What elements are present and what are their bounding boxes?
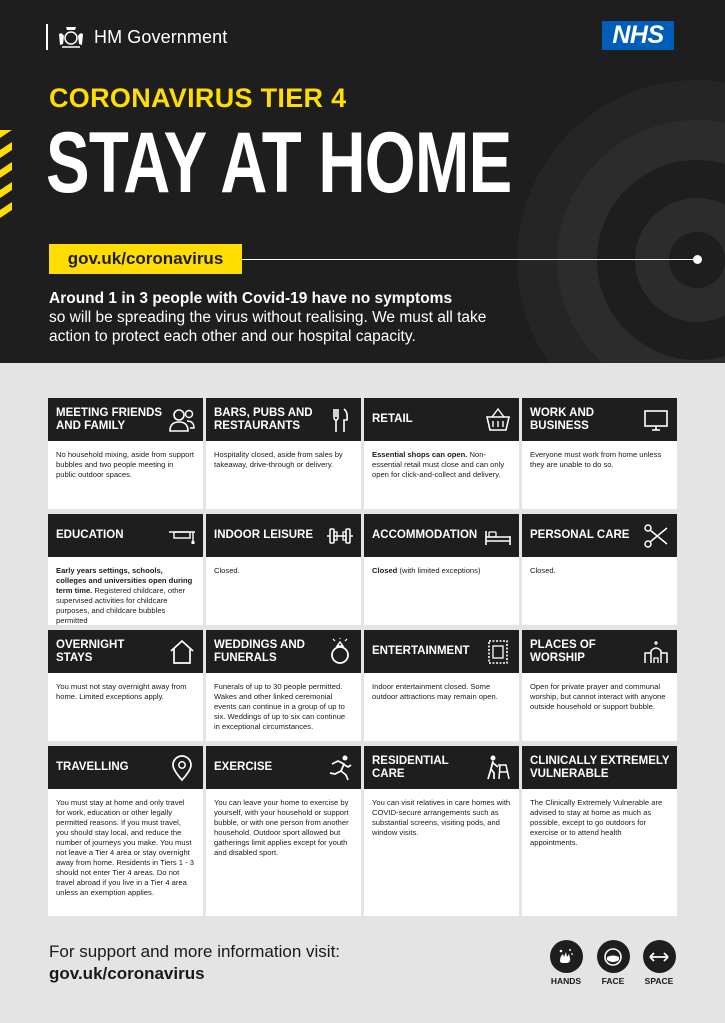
rule-card-body: [364, 441, 519, 486]
support-text: For support and more information visit:: [49, 942, 341, 961]
rule-card-title: ENTERTAINMENT: [372, 645, 470, 657]
rule-card-text: You can leave your home to exercise by yourself, with your household or support bubble, or with one person from another household. Outdoor sport allowed but gatherings limit applies except for youth and disabled sport.: [214, 798, 349, 857]
rule-card-text: Everyone must work from home unless they are unable to do so.: [530, 450, 662, 469]
rule-card-body: [48, 673, 203, 708]
rule-card: [206, 630, 361, 741]
rule-card-body: [206, 789, 361, 864]
people-icon: [168, 406, 196, 434]
rule-card-body: [364, 673, 519, 708]
rule-card-body: [206, 557, 361, 582]
rule-card: [364, 398, 519, 509]
rule-card-header: [522, 630, 677, 673]
rule-card-title: ACCOMMODATION: [372, 529, 478, 541]
divider-dot: [693, 255, 702, 264]
symptoms-rest: so will be spreading the virus without realising. We must all take action to protect each other and our hospital capacity.: [49, 309, 487, 345]
bed-icon: [484, 522, 512, 550]
rule-card-title: PERSONAL CARE: [530, 529, 630, 541]
rule-card: [522, 514, 677, 625]
rule-card-body: [522, 789, 677, 854]
rule-card-body: [206, 673, 361, 738]
hands-badge: [548, 940, 584, 986]
rule-card-text: Closed.: [214, 566, 240, 575]
rule-card-text: Open for private prayer and communal worship, but cannot interact with anyone outside household or support bubble.: [530, 682, 666, 711]
rule-card-header: [522, 398, 677, 441]
rule-card: [48, 398, 203, 509]
face-label: FACE: [601, 976, 625, 986]
space-badge: [641, 940, 677, 986]
rule-card-header: [206, 398, 361, 441]
house-icon: [168, 638, 196, 666]
rule-card-header: [522, 514, 677, 557]
scissors-icon: [642, 522, 670, 550]
rule-card-header: [48, 514, 203, 557]
rule-card-title: OVERNIGHT STAYS: [56, 638, 125, 664]
rule-card-text: Funerals of up to 30 people permitted. Wakes and other linked ceremonial events can continue in a group of up to six. Weddings of up to six can continue in exceptional circumstances.: [214, 682, 346, 731]
symptoms-message: [49, 289, 509, 346]
rule-card-title: EXERCISE: [214, 761, 273, 773]
rule-card-bold-text: Early years settings, schools, colleges and universities open during term time.: [56, 566, 193, 595]
rule-card-title: WEDDINGS AND FUNERALS: [214, 638, 305, 664]
rule-card-text: Hospitality closed, aside from sales by takeaway, drive-through or delivery.: [214, 450, 343, 469]
nhs-logo: NHS: [602, 21, 674, 50]
rule-card-text: You can visit relatives in care homes with COVID-secure arrangements such as substantial screens, visiting pods, and window visits.: [372, 798, 511, 837]
hands-label: HANDS: [550, 976, 582, 986]
rule-card: [48, 746, 203, 916]
rule-card-text: Registered childcare, other supervised activities for childcare purposes, and childcare bubbles permitted: [56, 586, 186, 625]
tier-heading: CORONAVIRUS TIER 4: [49, 83, 347, 113]
rule-card-header: [364, 398, 519, 441]
rule-card-text: The Clinically Extremely Vulnerable are advised to stay at home as much as possible, except to go outdoors for exercise or to attend health appointments.: [530, 798, 663, 847]
rule-card-bold-text: Essential shops can open.: [372, 450, 468, 459]
face-badge: [595, 940, 631, 986]
rule-card-title: BARS, PUBS AND RESTAURANTS: [214, 406, 313, 432]
rule-card-header: [364, 630, 519, 673]
location-pin-icon: [168, 754, 196, 782]
rule-card-title: EDUCATION: [56, 529, 124, 541]
face-mask-icon: [602, 946, 624, 968]
walking-frame-icon: [484, 754, 512, 782]
rule-card-title: WORK AND BUSINESS: [530, 406, 595, 432]
rule-card-header: [206, 746, 361, 789]
rule-card-header: [522, 746, 677, 789]
rule-card-body: [522, 441, 677, 476]
royal-crest-icon: [56, 24, 86, 50]
poster-header: [0, 0, 725, 363]
rule-card-text: You must not stay overnight away from home. Limited exceptions apply.: [56, 682, 187, 701]
divider-line: [242, 259, 697, 260]
rule-card: [364, 746, 519, 916]
support-link[interactable]: gov.uk/coronavirus: [49, 964, 205, 983]
website-link[interactable]: gov.uk/coronavirus: [49, 244, 242, 274]
ring-icon: [326, 638, 354, 666]
rule-card-title: RESIDENTIAL CARE: [372, 754, 449, 780]
rule-card-header: [364, 746, 519, 789]
rule-card-header: [364, 514, 519, 557]
cutlery-icon: [326, 406, 354, 434]
rule-card-text: Closed.: [530, 566, 556, 575]
space-arrow-icon: [647, 950, 671, 964]
rule-card-title: MEETING FRIENDS AND FAMILY: [56, 406, 163, 432]
rule-card: [206, 514, 361, 625]
rule-card-text: Indoor entertainment closed. Some outdoor attractions may remain open.: [372, 682, 498, 701]
rule-card-text: You must stay at home and only travel for work, education or other legally permitted reasons. If you must travel, you should stay local, and reduce the number of journeys you make. You must not leave a Tier 4 area or stay overnight away from home. Residents in Tiers 1 - 3 should not enter Tier 4 areas. Do not travel abroad if you live in a Tier 4 area unless an exemption applies.: [56, 798, 195, 897]
hazard-stripes: [0, 130, 12, 220]
rule-card: [48, 630, 203, 741]
rule-card-header: [48, 630, 203, 673]
rule-card: [364, 630, 519, 741]
hands-icon: [556, 947, 576, 967]
dumbbell-icon: [326, 522, 354, 550]
space-label: SPACE: [644, 976, 674, 986]
rule-card-header: [48, 746, 203, 789]
rule-card: [522, 398, 677, 509]
rule-card-bold-text: Closed: [372, 566, 398, 575]
rule-card-body: [48, 789, 203, 904]
rule-card: [206, 746, 361, 916]
rule-card: [364, 514, 519, 625]
support-info: [49, 941, 340, 985]
rule-card-text: Non-essential retail must close and can only open for click-and-collect and delivery.: [372, 450, 505, 479]
rule-card-header: [206, 630, 361, 673]
hm-government-logo: [46, 23, 227, 51]
rule-card-header: [48, 398, 203, 441]
rule-card: [48, 514, 203, 625]
rule-card-title: TRAVELLING: [56, 761, 129, 773]
rule-card-body: [522, 557, 677, 582]
rule-card-body: [522, 673, 677, 718]
ticket-icon: [484, 638, 512, 666]
rule-card-title: CLINICALLY EXTREMELY VULNERABLE: [530, 754, 670, 780]
rule-card-body: [48, 557, 203, 632]
basket-icon: [484, 406, 512, 434]
rule-card-body: [206, 441, 361, 476]
worship-building-icon: [642, 638, 670, 666]
symptoms-bold: Around 1 in 3 people with Covid-19 have no symptoms: [49, 290, 453, 307]
rule-card-title: RETAIL: [372, 413, 413, 425]
rule-card-title: PLACES OF WORSHIP: [530, 638, 596, 664]
runner-icon: [326, 754, 354, 782]
mortarboard-icon: [168, 522, 196, 550]
rule-card-body: [48, 441, 203, 486]
rule-card-body: [364, 789, 519, 844]
rule-card-title: INDOOR LEISURE: [214, 529, 314, 541]
rule-card: [206, 398, 361, 509]
rule-card: [522, 630, 677, 741]
rule-card-body: [364, 557, 519, 582]
rule-card-text: (with limited exceptions): [399, 566, 481, 575]
rule-card: [522, 746, 677, 916]
monitor-icon: [642, 406, 670, 434]
rule-card-text: No household mixing, aside from support bubbles and two people meeting in public outdoor spaces.: [56, 450, 195, 479]
government-name: HM Government: [94, 26, 228, 47]
main-headline: STAY AT HOME: [46, 115, 512, 211]
rule-card-header: [206, 514, 361, 557]
